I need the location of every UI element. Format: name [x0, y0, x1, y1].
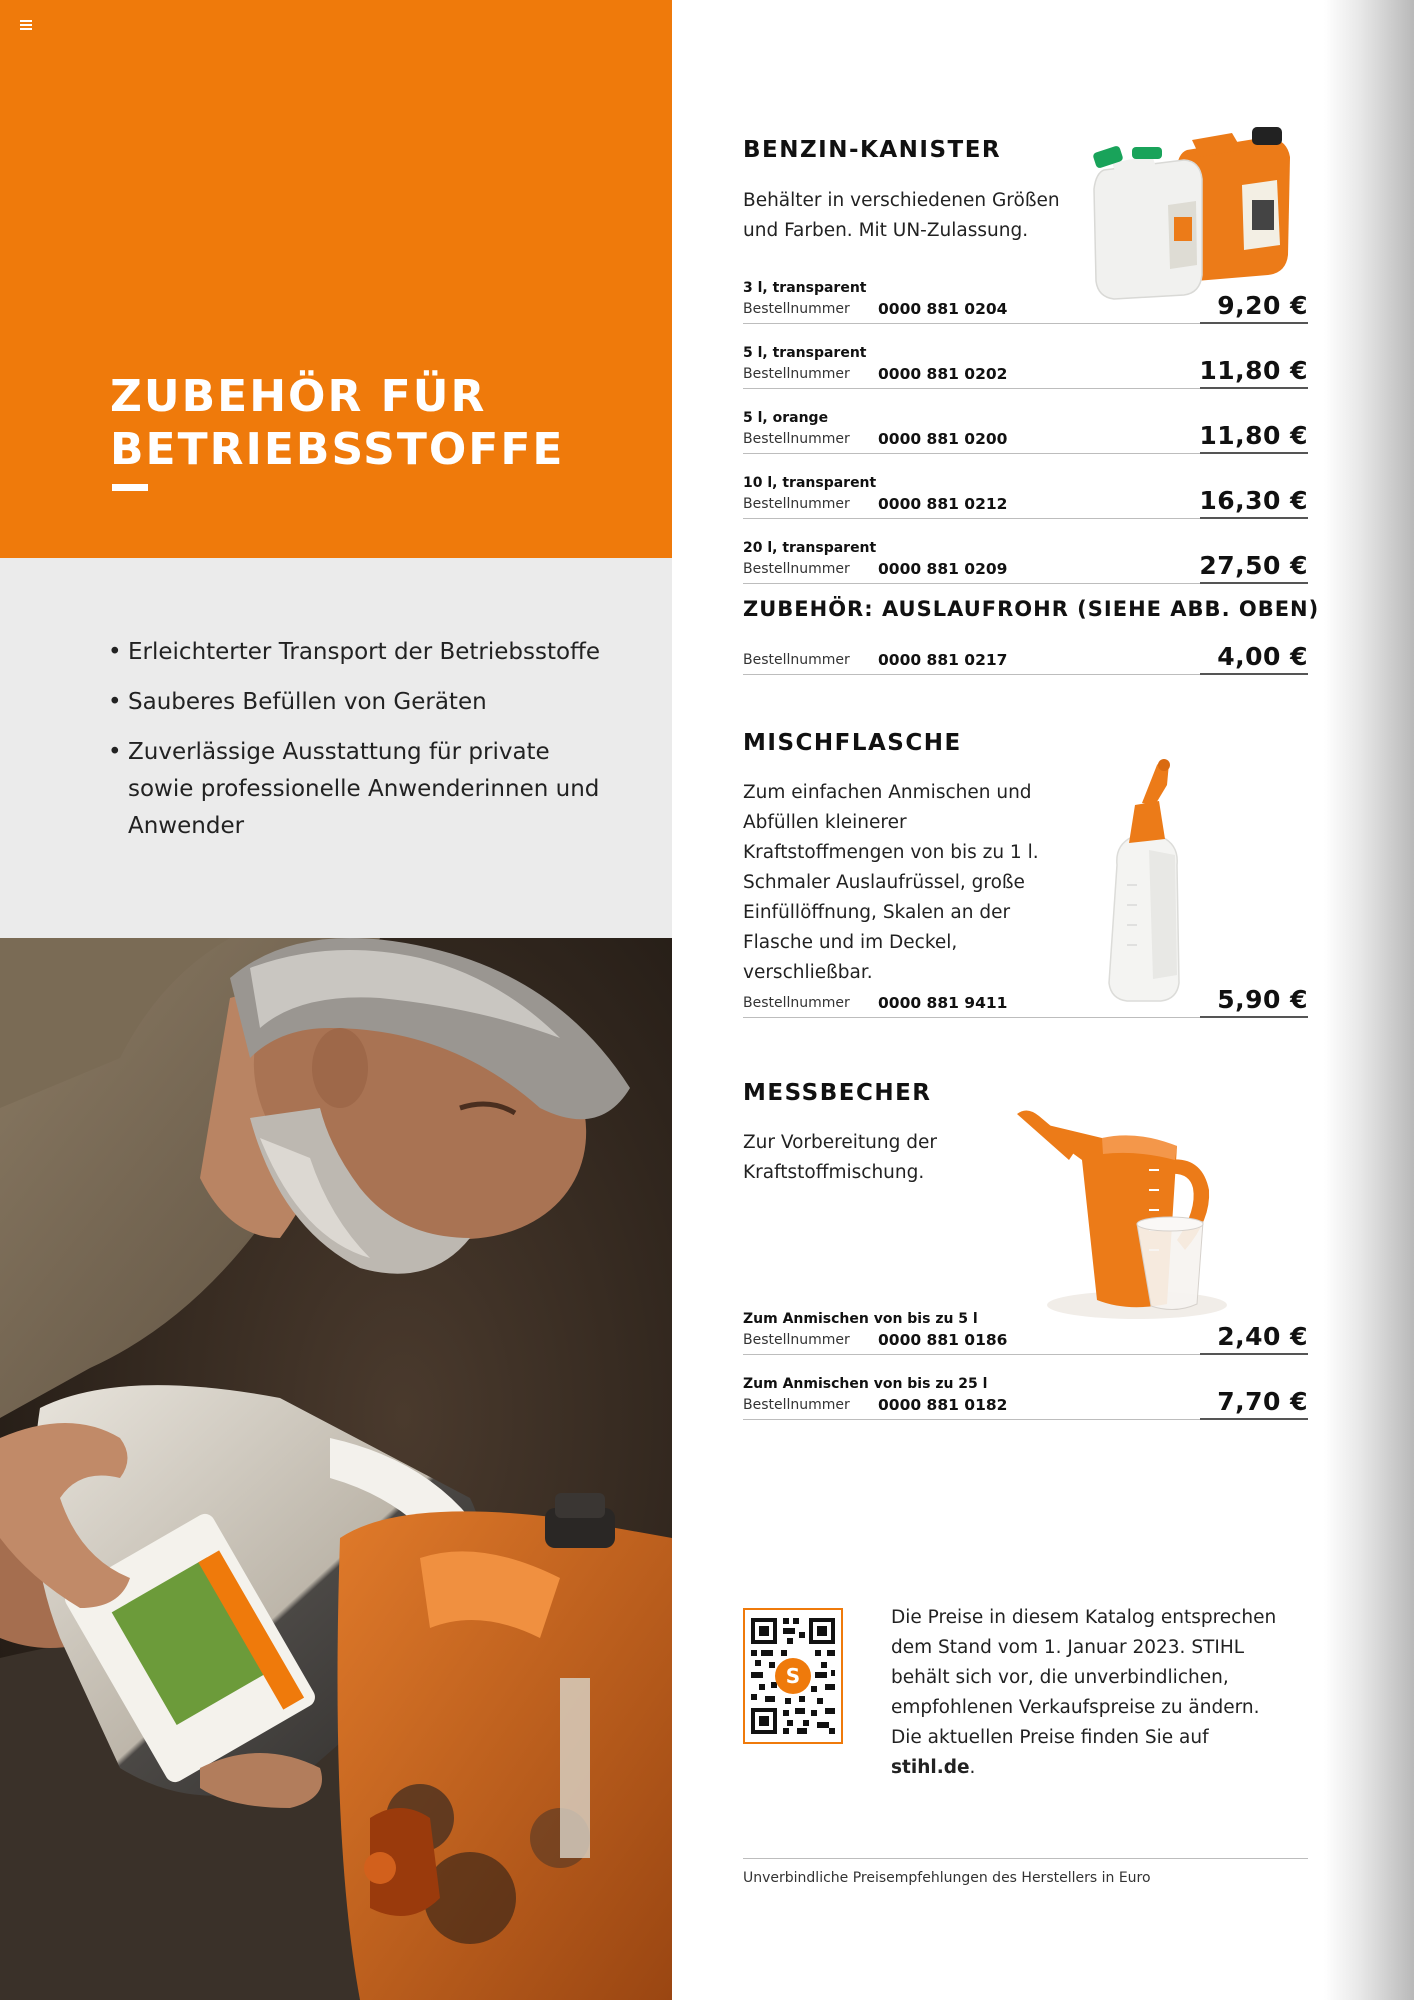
price-row — [743, 625, 1308, 675]
price: 7,70 € — [1217, 1387, 1308, 1416]
price-underline — [1200, 452, 1308, 454]
page-title-line-2: BETRIEBSSTOFFE — [110, 424, 565, 475]
hero-panel — [0, 0, 672, 558]
order-number-label: Bestellnummer — [743, 1332, 850, 1348]
benefits-panel — [0, 558, 672, 938]
order-number: 0000 881 0204 — [878, 300, 1008, 318]
order-number-label: Bestellnummer — [743, 1397, 850, 1413]
order-number: 0000 881 0217 — [878, 651, 1008, 669]
variant-label: 3 l, transparent — [743, 280, 867, 296]
price-underline — [1200, 582, 1308, 584]
order-number: 0000 881 0182 — [878, 1396, 1008, 1414]
variant-label: Zum Anmischen von bis zu 5 l — [743, 1311, 978, 1327]
price-underline — [1200, 322, 1308, 324]
benefit-item: • Zuverlässige Ausstattung für private sowie professionelle Anwenderinnen und Anwender — [108, 734, 608, 845]
price-row — [743, 404, 1308, 454]
order-number: 0000 881 0209 — [878, 560, 1008, 578]
variant-label: 5 l, transparent — [743, 345, 867, 361]
benefit-item: • Erleichterter Transport der Betriebsstoffe — [108, 634, 608, 671]
price-underline — [1200, 1016, 1308, 1018]
order-number: 0000 881 0202 — [878, 365, 1008, 383]
price-underline — [1200, 1353, 1308, 1355]
price: 11,80 € — [1199, 356, 1308, 385]
page-title — [110, 370, 564, 476]
svg-text:S: S — [785, 1664, 801, 1688]
right-column — [672, 0, 1414, 2000]
section-title-mischflasche: MISCHFLASCHE — [743, 730, 962, 756]
price-underline — [1200, 1418, 1308, 1420]
price-row — [743, 1370, 1308, 1420]
title-accent-bar — [112, 484, 148, 491]
order-number-label: Bestellnummer — [743, 301, 850, 317]
order-number-label: Bestellnummer — [743, 652, 850, 668]
price: 9,20 € — [1217, 291, 1308, 320]
price-row — [743, 534, 1308, 584]
order-number-label: Bestellnummer — [743, 496, 850, 512]
misch-description: Zum einfachen Anmischen und Abfüllen kleinerer Kraftstoffmengen von bis zu 1 l. Schmaler Auslaufrüssel, große Einfüllöffnung, Skalen an der Flasche und im Deckel, verschließbar. — [743, 782, 1039, 983]
menu-icon[interactable] — [20, 20, 32, 30]
measuring-cup-product-image — [1017, 1100, 1237, 1325]
price: 27,50 € — [1199, 551, 1308, 580]
footer-note: Unverbindliche Preisempfehlungen des Herstellers in Euro — [743, 1870, 1151, 1886]
order-number: 0000 881 0200 — [878, 430, 1008, 448]
footer-divider — [743, 1858, 1308, 1859]
order-number-label: Bestellnummer — [743, 366, 850, 382]
benzin-description: Behälter in verschiedenen Größen und Farben. Mit UN-Zulassung. — [743, 190, 1060, 241]
variant-label: 20 l, transparent — [743, 540, 877, 556]
page-title-line-1: ZUBEHÖR FÜR — [110, 371, 487, 422]
variant-label: 10 l, transparent — [743, 475, 877, 491]
price-row — [743, 1305, 1308, 1355]
man-pouring-fuel-photo — [0, 938, 672, 2000]
price-row — [743, 968, 1308, 1018]
order-number-label: Bestellnummer — [743, 995, 850, 1011]
price-row — [743, 274, 1308, 324]
stihl-link[interactable]: stihl.de — [891, 1757, 970, 1778]
price-underline — [1200, 673, 1308, 675]
price-underline — [1200, 517, 1308, 519]
section-title-accessory: ZUBEHÖR: AUSLAUFROHR (SIEHE ABB. OBEN) — [743, 597, 1320, 621]
variant-label: 5 l, orange — [743, 410, 829, 426]
price-underline — [1200, 387, 1308, 389]
order-number: 0000 881 0186 — [878, 1331, 1008, 1349]
order-number-label: Bestellnummer — [743, 431, 850, 447]
left-column — [0, 0, 672, 2000]
price-note-text: Die Preise in diesem Katalog entsprechen dem Stand vom 1. Januar 2023. STIHL behält sich vor, die unverbindlichen, empfohlenen Verkaufspreise zu ändern. Die aktuellen Preise finden Sie auf — [891, 1607, 1277, 1748]
order-number: 0000 881 0212 — [878, 495, 1008, 513]
qr-code[interactable] — [743, 1608, 843, 1744]
variant-label: Zum Anmischen von bis zu 25 l — [743, 1376, 988, 1392]
price: 11,80 € — [1199, 421, 1308, 450]
price: 2,40 € — [1217, 1322, 1308, 1351]
price-row — [743, 339, 1308, 389]
section-title-benzin-kanister: BENZIN-KANISTER — [743, 137, 1002, 163]
section-title-messbecher: MESSBECHER — [743, 1080, 932, 1106]
benefits-list — [108, 634, 608, 858]
benefit-item: • Sauberes Befüllen von Geräten — [108, 684, 608, 721]
price: 5,90 € — [1217, 985, 1308, 1014]
price-note-end: . — [969, 1757, 976, 1778]
page-edge-shadow — [1324, 0, 1414, 2000]
price: 4,00 € — [1217, 642, 1308, 671]
price-note — [891, 1603, 1281, 1783]
price-row — [743, 469, 1308, 519]
mess-description: Zur Vorbereitung der Kraftstoffmischung. — [743, 1132, 937, 1183]
order-number: 0000 881 9411 — [878, 994, 1008, 1012]
price: 16,30 € — [1199, 486, 1308, 515]
order-number-label: Bestellnummer — [743, 561, 850, 577]
